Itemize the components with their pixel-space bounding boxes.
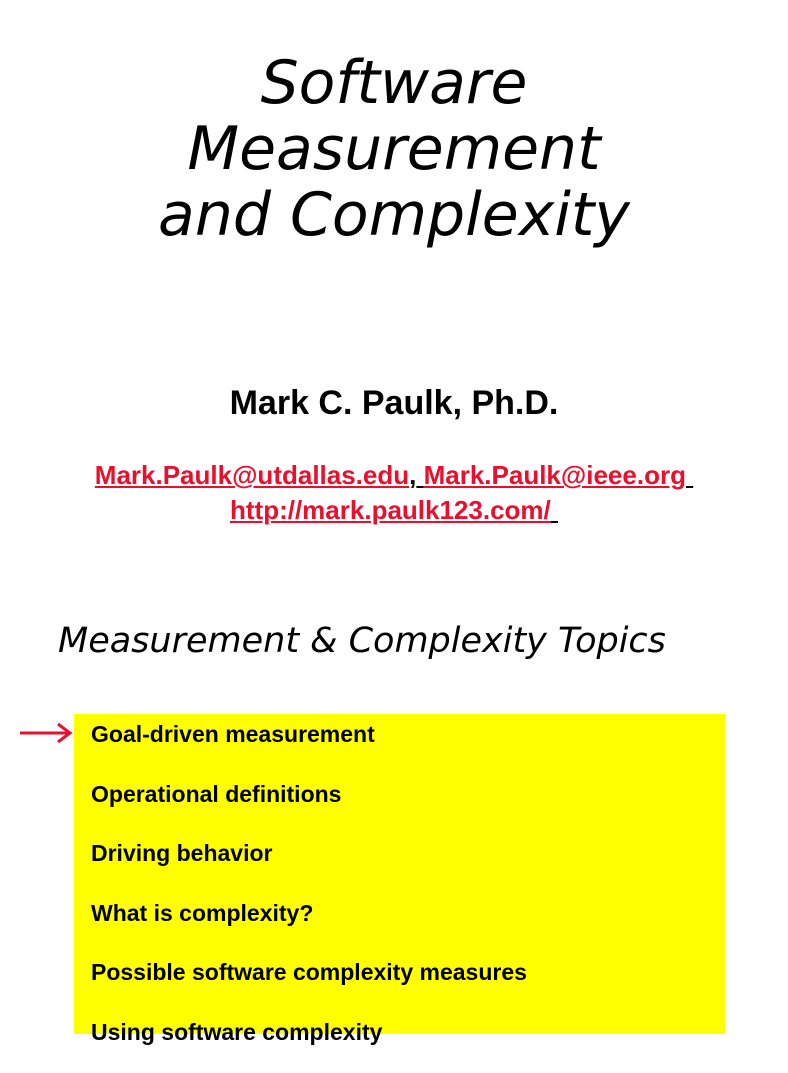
- right-arrow-icon: [18, 720, 74, 746]
- topics-heading: Measurement & Complexity Topics: [58, 617, 666, 665]
- website-line: [0, 493, 788, 528]
- topic-item: Possible software complexity measures: [91, 954, 527, 1014]
- email-line: [0, 458, 788, 493]
- contact-info: [0, 458, 788, 528]
- title-line-2: Measurement: [0, 116, 788, 182]
- email-link-ieee[interactable]: Mark.Paulk@ieee.org: [424, 460, 686, 490]
- title-line-3: and Complexity: [0, 182, 788, 248]
- document-title: [0, 50, 788, 248]
- topic-item: Driving behavior: [91, 835, 527, 895]
- title-line-1: Software: [0, 50, 788, 116]
- topics-list: [91, 716, 527, 1073]
- website-link[interactable]: http://mark.paulk123.com/: [230, 495, 551, 525]
- topic-item: Goal-driven measurement: [91, 716, 527, 776]
- author-name: Mark C. Paulk, Ph.D.: [0, 381, 788, 425]
- topics-highlight-box: [74, 714, 725, 1034]
- email-separator: ,: [409, 460, 416, 490]
- topic-item: Operational definitions: [91, 776, 527, 836]
- topic-item: Using software complexity: [91, 1014, 527, 1073]
- topic-item: What is complexity?: [91, 895, 527, 955]
- email-link-utdallas[interactable]: Mark.Paulk@utdallas.edu: [95, 460, 409, 490]
